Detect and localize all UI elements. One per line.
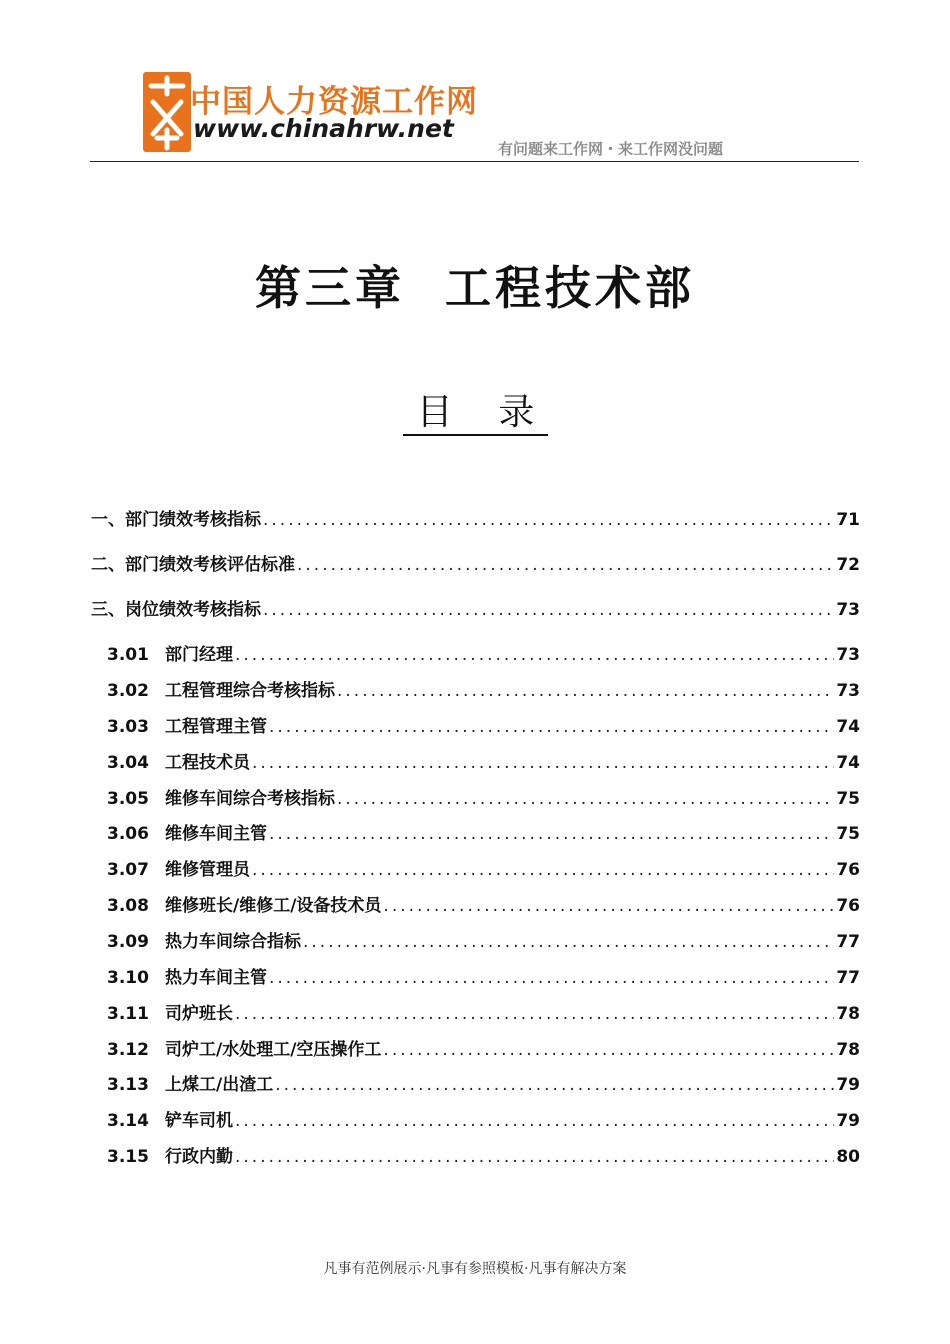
- toc-entry-page: 74: [836, 753, 860, 773]
- toc-entry-page: 75: [836, 789, 860, 809]
- toc-dot-leader: [269, 715, 834, 739]
- toc-entry-page: 74: [836, 717, 860, 737]
- toc-entry[interactable]: [91, 785, 860, 811]
- toc-entry-number: 3.02: [107, 681, 149, 701]
- toc-dot-leader: [303, 930, 834, 954]
- toc-entry[interactable]: [91, 641, 860, 667]
- toc-entry-number: 3.05: [107, 789, 149, 809]
- toc-dot-leader: [235, 1109, 834, 1133]
- toc-entry-page: 79: [836, 1111, 860, 1131]
- toc-entry[interactable]: [91, 856, 860, 882]
- toc-entry-number: 3.06: [107, 824, 149, 844]
- toc-dot-leader: [235, 643, 834, 667]
- toc-entry-number: 3.15: [107, 1147, 149, 1167]
- toc-entry-label: 部门经理: [165, 645, 233, 665]
- toc-entry[interactable]: [91, 1071, 860, 1097]
- toc-entry-label: 一、部门绩效考核指标: [91, 510, 261, 530]
- toc-dot-leader: [252, 751, 834, 775]
- toc-entry-number: 3.14: [107, 1111, 149, 1131]
- toc-entry-label: 热力车间综合指标: [165, 932, 301, 952]
- toc-entry-number: 3.11: [107, 1004, 149, 1024]
- toc-entry[interactable]: [91, 677, 860, 703]
- toc-entry-page: 79: [836, 1075, 860, 1095]
- toc-entry-label: 司炉工/水处理工/空压操作工: [165, 1040, 382, 1060]
- toc-entry-page: 73: [836, 681, 860, 701]
- toc-entry-label: 维修管理员: [165, 860, 250, 880]
- toc-entry-page: 75: [836, 824, 860, 844]
- toc-entry-label: 工程管理综合考核指标: [165, 681, 335, 701]
- toc-entry-page: 76: [836, 896, 860, 916]
- toc-entry-page: 78: [836, 1004, 860, 1024]
- toc-entry-number: 3.13: [107, 1075, 149, 1095]
- toc-entry-label: 三、岗位绩效考核指标: [91, 600, 261, 620]
- toc-entry-label: 工程技术员: [165, 753, 250, 773]
- toc-entry-label: 维修班长/维修工/设备技术员: [165, 896, 382, 916]
- toc-dot-leader: [337, 787, 834, 811]
- toc-dot-leader: [235, 1145, 834, 1169]
- header-slogan: 有问题来工作网・来工作网没问题: [498, 140, 724, 158]
- toc-heading: 目 录: [403, 392, 548, 436]
- toc-entry-label: 工程管理主管: [165, 717, 267, 737]
- toc-entry[interactable]: [91, 1107, 860, 1133]
- toc-dot-leader: [337, 679, 834, 703]
- toc-entry-page: 71: [836, 510, 860, 530]
- logo-icon: [143, 72, 191, 152]
- toc-entry[interactable]: [91, 551, 860, 577]
- toc-dot-leader: [263, 598, 834, 622]
- page-footer: 凡事有范例展示·凡事有参照模板·凡事有解决方案: [323, 1261, 627, 1277]
- toc-entry-number: 3.10: [107, 968, 149, 988]
- toc-dot-leader: [235, 1002, 834, 1026]
- toc-entry[interactable]: [91, 1036, 860, 1062]
- toc-entry[interactable]: [91, 892, 860, 918]
- toc-dot-leader: [383, 1038, 834, 1062]
- toc-entry-page: 73: [836, 600, 860, 620]
- toc-entry-page: 73: [836, 645, 860, 665]
- toc-entry[interactable]: [91, 964, 860, 990]
- toc-entry[interactable]: [91, 506, 860, 532]
- toc-entry-label: 热力车间主管: [165, 968, 267, 988]
- toc-entry-label: 上煤工/出渣工: [165, 1075, 274, 1095]
- toc-entry-page: 72: [836, 555, 860, 575]
- toc-entry[interactable]: [91, 928, 860, 954]
- toc-entry-page: 77: [836, 932, 860, 952]
- toc-entry[interactable]: [91, 596, 860, 622]
- toc-entry-number: 3.03: [107, 717, 149, 737]
- toc-entry[interactable]: [91, 713, 860, 739]
- toc-entry-number: 3.08: [107, 896, 149, 916]
- toc-dot-leader: [263, 508, 834, 532]
- toc-entry-number: 3.12: [107, 1040, 149, 1060]
- toc-entry[interactable]: [91, 1143, 860, 1169]
- toc-entry-label: 二、部门绩效考核评估标准: [91, 555, 295, 575]
- toc-entry-number: 3.04: [107, 753, 149, 773]
- page-header: [0, 0, 950, 165]
- logo-url: www.chinahrw.net: [193, 114, 454, 143]
- toc-entry[interactable]: [91, 749, 860, 775]
- toc-entry-label: 铲车司机: [165, 1111, 233, 1131]
- toc-dot-leader: [269, 822, 834, 846]
- toc-dot-leader: [297, 553, 834, 577]
- chapter-title: 第三章 工程技术部: [254, 261, 696, 315]
- toc-entry-label: 维修车间综合考核指标: [165, 789, 335, 809]
- toc-dot-leader: [269, 966, 834, 990]
- toc-entry-number: 3.09: [107, 932, 149, 952]
- toc-dot-leader: [275, 1073, 834, 1097]
- toc-entry-page: 78: [836, 1040, 860, 1060]
- header-divider: [90, 161, 859, 162]
- toc-entry[interactable]: [91, 1000, 860, 1026]
- toc-entry-number: 3.07: [107, 860, 149, 880]
- toc-entry-label: 维修车间主管: [165, 824, 267, 844]
- toc-entry-label: 行政内勤: [165, 1147, 233, 1167]
- toc-entry[interactable]: [91, 820, 860, 846]
- toc-entry-label: 司炉班长: [165, 1004, 233, 1024]
- toc-dot-leader: [383, 894, 834, 918]
- toc-entry-page: 77: [836, 968, 860, 988]
- logo-text: 中国人力资源工作网: [190, 84, 478, 120]
- toc-entry-page: 76: [836, 860, 860, 880]
- toc-entry-number: 3.01: [107, 645, 149, 665]
- toc-entry-page: 80: [836, 1147, 860, 1167]
- toc-dot-leader: [252, 858, 834, 882]
